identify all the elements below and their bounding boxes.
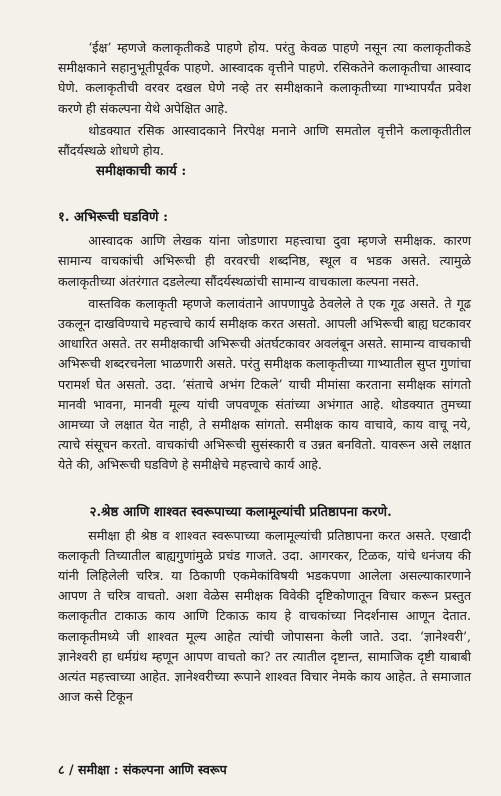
subheading-critic-functions: समीक्षकाची कार्य : xyxy=(96,164,187,180)
paragraph-critic-role: वास्तविक कलाकृती म्हणजे कलावंताने आपणापुढे ठेवलेले ते एक गूढ असते. ते गूढ उकलून दाखविण्याचे महत्त्वाचे कार्य समीक्षक करत असतो. आपली अभिरूची बाह्य घटकावर आधारित असते. तर समीक्षकाची अभिरूची अंतर्घटकावर अवलंबून असते. सामान्य वाचकाची अभिरूची शब्दरचनेला भाळणारी असते. परंतु समीक्षक कलाकृतीच्या गाभ्यातील सुप्त गुणांचा परामर्श घेत असतो. उदा. ‘संताचे अभंग टिकले’ याची मीमांसा करताना समीक्षक सांगतो मानवी भावना, मानवी मूल्य यांची जपवणूक संतांच्या अभंगात आहे. थोडक्यात तुमच्या आमच्या जे लक्षात येत नाही, ते समीक्षक सांगतो. समीक्षक काय वाचावे, काय वाचू नये, त्याचे संसूचन करतो. वाचकांची अभिरूची सुसंस्कारी व उन्नत बनवितो. यावरून असे लक्षात येते की, अभिरूची घडविणे हे समीक्षेचे महत्त्वाचे कार्य आहे. xyxy=(58,295,471,473)
section-heading-eternal-values: २.श्रेष्ठ आणि शाश्वत स्वरूपाच्या कलामूल्यांची प्रतिष्ठापना करणे. xyxy=(89,504,392,520)
paragraph-summary: थोडक्यात रसिक आस्वादकाने निरपेक्ष मनाने आणि समतोल वृत्तीने कलाकृतीतील सौंदर्यस्थळे शोधणे होय. xyxy=(58,122,471,159)
paragraph-iksha-meaning: ‘ईक्ष’ म्हणजे कलाकृतीकडे पाहणे होय. परंतु केवळ पाहणे नसून त्या कलाकृतीकडे समीक्षकाने सहानुभूतीपूर्वक पाहणे. आस्वादक वृत्तीने पाहणे. रसिकतेने कलाकृतीचा आस्वाद घेणे. कलाकृतीची वरवर दखल घेणे नव्हे तर समीक्षकाने कलाकृतीच्या गाभ्यापर्यंत प्रवेश करणे ही संकल्पना येथे अपेक्षित आहे. xyxy=(58,40,471,116)
paragraph-critic-link: आस्वादक आणि लेखक यांना जोडणारा महत्त्वाचा दुवा म्हणजे समीक्षक. कारण सामान्य वाचकांची अभिरूची ही वरवरची शब्दनिष्ठ, स्थूल व भडक असते. त्यामुळे कलाकृतीच्या अंतरंगात दडलेल्या सौंदर्यस्थळांची सामान्य वाचकाला कल्पना नसते. xyxy=(58,233,471,289)
section-heading-taste-building: १. अभिरूची घडविणे : xyxy=(58,210,169,226)
book-title: समीक्षा : संकल्पना आणि स्वरूप xyxy=(77,762,227,777)
page-footer xyxy=(58,761,227,778)
footer-divider: / xyxy=(68,762,78,777)
paragraph-eternal-values: समीक्षा ही श्रेष्ठ व शाश्वत स्वरूपाच्या कलामूल्यांची प्रतिष्ठापना करत असते. एखादी कलाकृती तिच्यातील बाह्यगुणांमुळे प्रचंड गाजते. उदा. आगरकर, टिळक, यांचे धनंजय की यांनी लिहिलेली चरित्र. या ठिकाणी एकमेकांविषयी भडकपणा आलेला असल्याकारणाने आपण ते चरित्र वाचतो. अशा वेळेस समीक्षक विवेकी दृष्टिकोणातून विचार करून प्रस्तुत कलाकृतीत टाकाऊ काय आणि टिकाऊ काय हे वाचकांच्या निदर्शनास आणून देतात. कलाकृतीमध्ये जी शाश्वत मूल्य आहेत त्यांची जोपासना केली जाते. उदा. ‘ज्ञानेश्वरी’, ज्ञानेश्वरी हा धर्मग्रंथ म्हणून आपण वाचतो का? तर त्यातील दृष्टान्त, सामाजिक दृष्टी याबाबी अत्यंत महत्त्वाच्या आहेत. ज्ञानेश्वरीच्या रूपाने शाश्वत विचार नेमके काय आहेत. ते समाजात आज कसे टिकून xyxy=(58,527,471,705)
page-number: ८ xyxy=(58,762,65,777)
